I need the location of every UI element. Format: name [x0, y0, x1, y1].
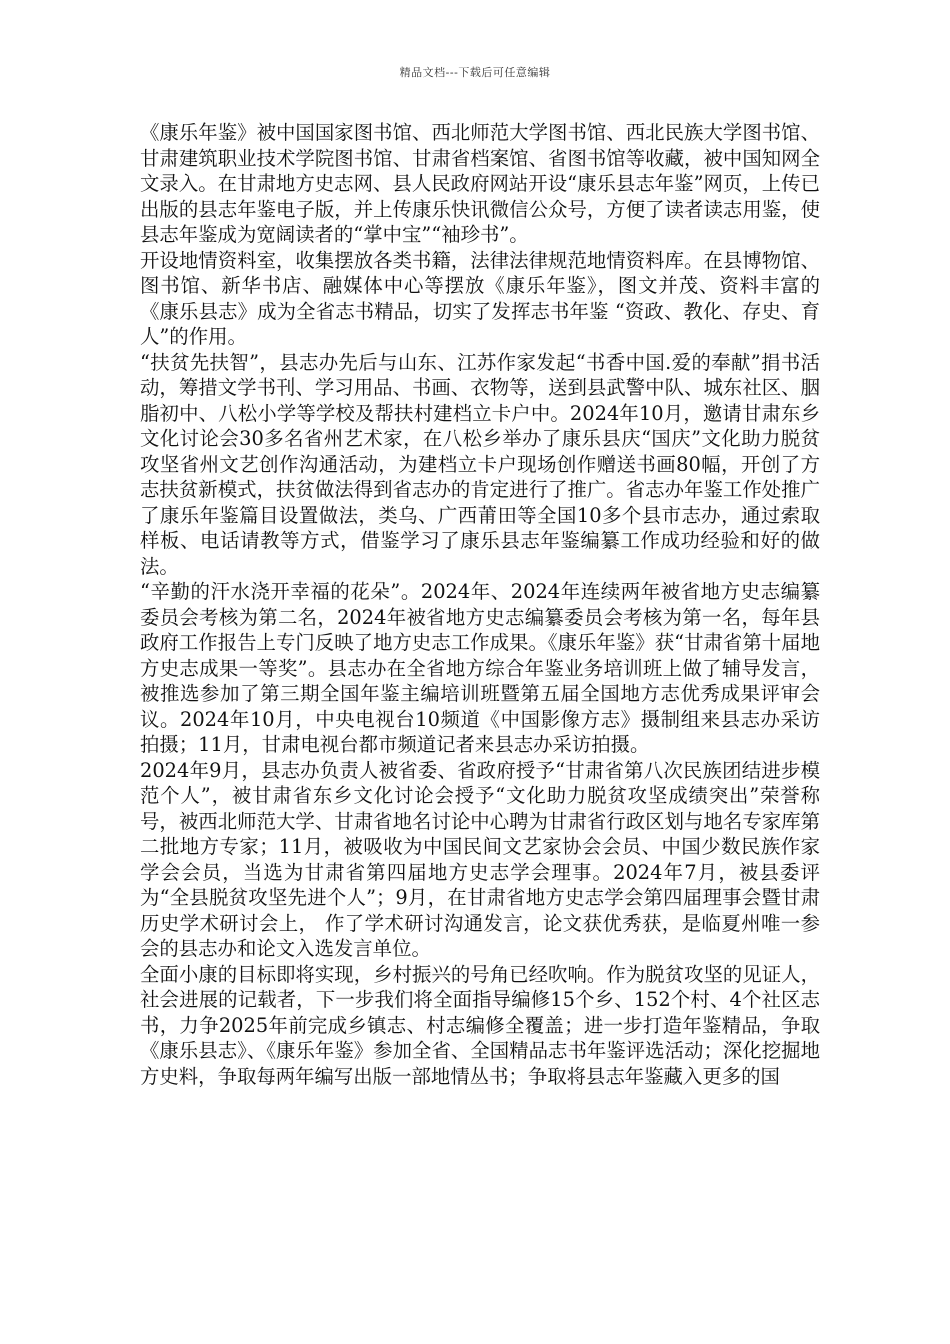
page-header: 精品文档---下载后可任意编辑: [399, 66, 551, 79]
paragraph-next-steps: 全面小康的目标即将实现，乡村振兴的号角已经吹响。作为脱贫攻坚的见证人，社会进展的记载者，下一步我们将全面指导编修15个乡、152个村、4个社区志书，力争2025年前完成乡镇志、村志编修全覆盖；进一步打造年鉴精品，争取《康乐县志》、《康乐年鉴》参加全省、全国精品志书年鉴评选活动；深化挖掘地方史料，争取每两年编写出版一部地情丛书；争取将县志年鉴藏入更多的国: [140, 962, 820, 1088]
document-body: [140, 120, 820, 1089]
paragraph-collections: 《康乐年鉴》被中国国家图书馆、西北师范大学图书馆、西北民族大学图书馆、甘肃建筑职业技术学院图书馆、甘肃省档案馆、省图书馆等收藏，被中国知网全文录入。在甘肃地方史志网、县人民政府网站开设“康乐县志年鉴”网页，上传已出版的县志年鉴电子版，并上传康乐快讯微信公众号，方便了读者读志用鉴，使县志年鉴成为宽阔读者的“掌中宝”“袖珍书”。: [140, 121, 820, 246]
paragraph-honors: 2024年9月，县志办负责人被省委、省政府授予“甘肃省第八次民族团结进步模范个人”，被甘肃省东乡文化讨论会授予“文化助力脱贫攻坚成绩突出”荣誉称号，被西北师范大学、甘肃省地名讨论中心聘为甘肃省行政区划与地名专家库第二批地方专家；11月，被吸收为中国民间文艺家协会会员、中国少数民族作家学会会员，当选为甘肃省第四届地方史志学会理事。2024年7月，被县委评为“全县脱贫攻坚先进个人”；9月，在甘肃省地方史志学会第四届理事会暨甘肃历史学术研讨会上， 作了学术研讨沟通发言，论文获优秀获，是临夏州唯一参会的县志办和论文入选发言单位。: [140, 758, 820, 960]
paragraph-poverty-relief: “扶贫先扶智”，县志办先后与山东、江苏作家发起“书香中国.爱的奉献”捐书活动，筹措文学书刊、学习用品、书画、衣物等，送到县武警中队、城东社区、胭脂初中、八松小学等学校及帮扶村建档立卡户中。2024年10月，邀请甘肃东乡文化讨论会30多名省州艺术家，在八松乡举办了康乐县庆“国庆”文化助力脱贫攻坚省州文艺创作沟通活动，为建档立卡户现场创作赠送书画80幅，开创了方志扶贫新模式，扶贫做法得到省志办的肯定进行了推广。省志办年鉴工作处推广了康乐年鉴篇目设置做法，类乌、广西莆田等全国10多个县市志办，通过索取样板、电话请教等方式，借鉴学习了康乐县志年鉴编纂工作成功经验和好的做法。: [140, 350, 820, 578]
paragraph-achievements: “辛勤的汗水浇开幸福的花朵”。2024年、2024年连续两年被省地方史志编纂委员会考核为第二名，2024年被省地方史志编纂委员会考核为第一名，每年县政府工作报告上专门反映了地方史志工作成果。《康乐年鉴》获“甘肃省第十届地方史志成果一等奖”。县志办在全省地方综合年鉴业务培训班上做了辅导发言，被推选参加了第三期全国年鉴主编培训班暨第五届全国地方志优秀成果评审会议。2024年10月，中央电视台10频道《中国影像方志》摄制组来县志办采访拍摄；11月，甘肃电视台都市频道记者来县志办采访拍摄。: [140, 580, 820, 756]
paragraph-reading-room: 开设地情资料室，收集摆放各类书籍，法律法律规范地情资料库。在县博物馆、图书馆、新华书店、融媒体中心等摆放《康乐年鉴》，图文并茂、资料丰富的《康乐县志》成为全省志书精品，切实了发挥志书年鉴 “资政、教化、存史、育人”的作用。: [140, 248, 820, 348]
